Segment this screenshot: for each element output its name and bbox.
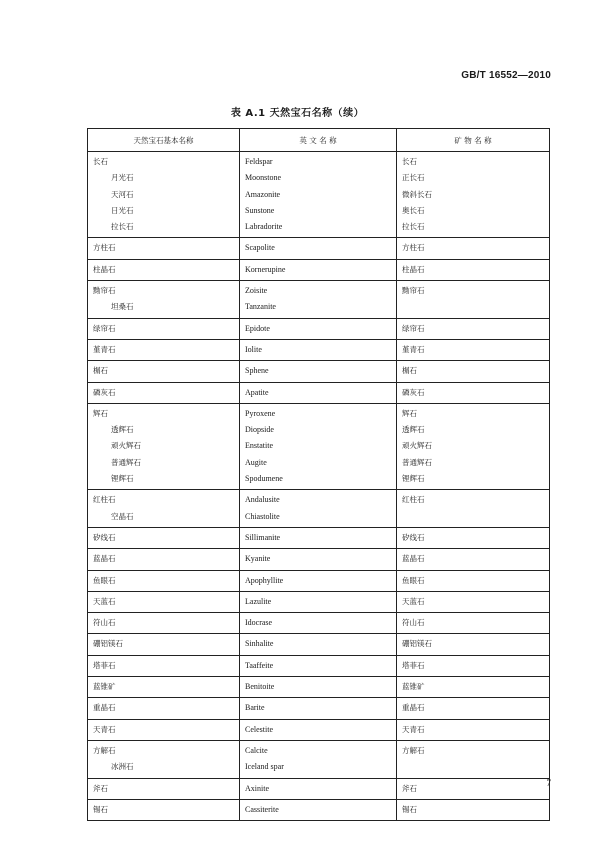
mineral-name: 长石 <box>402 157 417 166</box>
table-row <box>88 318 550 339</box>
english-name: Andalusite <box>245 495 280 505</box>
mineral-name: 天青石 <box>402 724 425 734</box>
cell-mineral-name <box>397 591 550 612</box>
mineral-name: 微斜长石 <box>402 189 432 199</box>
gem-names-table <box>87 128 550 821</box>
cell-mineral-name <box>397 698 550 719</box>
english-name: Sphene <box>245 366 269 376</box>
cell-basic-name <box>88 238 240 259</box>
mineral-name: 红柱石 <box>402 495 425 505</box>
table-row <box>88 799 550 820</box>
mineral-name: 重晶石 <box>402 703 425 713</box>
mineral-name: 蓝晶石 <box>402 554 425 564</box>
cell-mineral-name <box>397 634 550 655</box>
gem-name: 天青石 <box>93 724 116 734</box>
cell-mineral-name <box>397 655 550 676</box>
gem-name: 磷灰石 <box>93 387 116 397</box>
mineral-name: 蓝锥矿 <box>402 682 425 692</box>
english-name: Augite <box>245 457 267 467</box>
cell-english-name <box>240 382 397 403</box>
gem-name: 矽线石 <box>93 532 116 542</box>
english-name: Enstatite <box>245 441 273 451</box>
english-name: Calcite <box>245 745 268 755</box>
gem-variety-name: 天河石 <box>111 189 134 199</box>
cell-basic-name <box>88 318 240 339</box>
cell-english-name <box>240 570 397 591</box>
gem-name: 塔菲石 <box>93 660 116 670</box>
english-name: Sillimanite <box>245 532 281 542</box>
mineral-name: 正长石 <box>402 173 425 183</box>
mineral-name: 拉长石 <box>402 222 425 232</box>
cell-basic-name <box>88 570 240 591</box>
page-number: 7 <box>546 778 551 788</box>
gem-variety-name: 顽火辉石 <box>111 441 141 451</box>
english-name: Kyanite <box>245 554 271 564</box>
cell-basic-name <box>88 339 240 360</box>
gem-variety-name: 锂辉石 <box>111 474 134 484</box>
gem-name: 符山石 <box>93 618 116 628</box>
cell-mineral-name <box>397 719 550 740</box>
english-name: Labradorite <box>245 222 283 232</box>
english-name: Scapolite <box>245 243 275 253</box>
table-header-row <box>88 129 550 152</box>
column-header-mineral-name: 矿 物 名 称 <box>397 129 550 152</box>
table-row <box>88 591 550 612</box>
mineral-name: 顽火辉石 <box>402 441 432 451</box>
cell-english-name <box>240 719 397 740</box>
cell-mineral-name <box>397 152 550 238</box>
english-name: Benitoite <box>245 682 275 692</box>
cell-mineral-name <box>397 361 550 382</box>
english-name: Celestite <box>245 724 273 734</box>
cell-basic-name <box>88 591 240 612</box>
table-row <box>88 698 550 719</box>
table-row <box>88 740 550 778</box>
english-name: Diopside <box>245 425 274 435</box>
mineral-name: 方柱石 <box>402 243 425 253</box>
mineral-name: 黝帘石 <box>402 286 425 296</box>
mineral-name: 普通辉石 <box>402 457 432 467</box>
table-row <box>88 655 550 676</box>
english-name: Epidote <box>245 323 270 333</box>
cell-basic-name <box>88 403 240 489</box>
table-row <box>88 634 550 655</box>
cell-basic-name <box>88 677 240 698</box>
english-name: Taaffeite <box>245 660 274 670</box>
mineral-name: 榍石 <box>402 366 417 376</box>
english-name: Idocrase <box>245 618 273 628</box>
gem-variety-name: 月光石 <box>111 173 134 183</box>
mineral-name: 堇青石 <box>402 344 425 354</box>
mineral-name <box>402 299 549 315</box>
table-title: 表 A.1 天然宝石名称（续） <box>230 108 365 119</box>
cell-basic-name <box>88 490 240 528</box>
gem-name: 红柱石 <box>93 495 116 505</box>
table-row <box>88 259 550 280</box>
cell-english-name <box>240 591 397 612</box>
cell-english-name <box>240 613 397 634</box>
table-row <box>88 549 550 570</box>
mineral-name: 锡石 <box>402 804 417 814</box>
mineral-name: 绿帘石 <box>402 323 425 333</box>
cell-english-name <box>240 238 397 259</box>
english-name: Axinite <box>245 783 269 793</box>
english-name: Spodumene <box>245 474 283 484</box>
cell-mineral-name <box>397 318 550 339</box>
table-row <box>88 778 550 799</box>
cell-basic-name <box>88 799 240 820</box>
cell-basic-name <box>88 740 240 778</box>
mineral-name: 辉石 <box>402 408 417 418</box>
gem-variety-name: 冰洲石 <box>111 762 134 772</box>
column-header-english-name: 英 文 名 称 <box>240 129 397 152</box>
table-row <box>88 152 550 238</box>
mineral-name: 硼铝镁石 <box>402 639 432 649</box>
mineral-name: 柱晶石 <box>402 264 425 274</box>
cell-english-name <box>240 655 397 676</box>
table-row <box>88 490 550 528</box>
cell-english-name <box>240 490 397 528</box>
cell-english-name <box>240 152 397 238</box>
gem-name: 鱼眼石 <box>93 575 116 585</box>
cell-english-name <box>240 740 397 778</box>
english-name: Chiastolite <box>245 511 280 521</box>
cell-basic-name <box>88 527 240 548</box>
gem-name: 斧石 <box>93 783 108 793</box>
gem-name: 重晶石 <box>93 703 116 713</box>
cell-mineral-name <box>397 490 550 528</box>
cell-basic-name <box>88 259 240 280</box>
gem-name: 天蓝石 <box>93 596 116 606</box>
gem-name: 蓝晶石 <box>93 554 116 564</box>
mineral-name: 塔菲石 <box>402 660 425 670</box>
cell-basic-name <box>88 549 240 570</box>
mineral-name: 方解石 <box>402 745 425 755</box>
english-name: Pyroxene <box>245 408 276 418</box>
cell-basic-name <box>88 634 240 655</box>
cell-basic-name <box>88 382 240 403</box>
cell-mineral-name <box>397 527 550 548</box>
gem-name: 榍石 <box>93 366 108 376</box>
mineral-name: 鱼眼石 <box>402 575 425 585</box>
cell-mineral-name <box>397 740 550 778</box>
cell-english-name <box>240 318 397 339</box>
table-row <box>88 719 550 740</box>
table-row <box>88 238 550 259</box>
gem-name: 蓝锥矿 <box>93 682 116 692</box>
english-name: Feldspar <box>245 157 273 166</box>
gem-name: 绿帘石 <box>93 323 116 333</box>
gem-variety-name: 普通辉石 <box>111 457 141 467</box>
cell-basic-name <box>88 655 240 676</box>
cell-english-name <box>240 339 397 360</box>
cell-mineral-name <box>397 382 550 403</box>
mineral-name: 透辉石 <box>402 425 425 435</box>
table-row <box>88 339 550 360</box>
cell-mineral-name <box>397 281 550 319</box>
cell-basic-name <box>88 719 240 740</box>
mineral-name: 磷灰石 <box>402 387 425 397</box>
cell-basic-name <box>88 698 240 719</box>
gem-name: 黝帘石 <box>93 286 116 296</box>
gem-variety-name: 日光石 <box>111 205 134 215</box>
cell-english-name <box>240 677 397 698</box>
table-row <box>88 281 550 319</box>
english-name: Kornerupine <box>245 264 286 274</box>
cell-mineral-name <box>397 238 550 259</box>
cell-english-name <box>240 527 397 548</box>
gem-name: 方柱石 <box>93 243 116 253</box>
mineral-name <box>402 509 549 525</box>
cell-mineral-name <box>397 613 550 634</box>
table-row <box>88 613 550 634</box>
cell-english-name <box>240 799 397 820</box>
cell-basic-name <box>88 613 240 634</box>
english-name: Moonstone <box>245 173 281 183</box>
english-name: Apophyllite <box>245 575 284 585</box>
table-row <box>88 382 550 403</box>
cell-basic-name <box>88 152 240 238</box>
gem-variety-name: 透辉石 <box>111 425 134 435</box>
table-row <box>88 677 550 698</box>
cell-english-name <box>240 634 397 655</box>
english-name: Zoisite <box>245 286 268 296</box>
cell-english-name <box>240 259 397 280</box>
english-name: Cassiterite <box>245 804 279 814</box>
gem-variety-name: 坦桑石 <box>111 302 134 312</box>
cell-english-name <box>240 361 397 382</box>
standard-code: GB/T 16552—2010 <box>461 70 551 81</box>
gem-name: 长石 <box>93 157 108 166</box>
english-name: Apatite <box>245 387 269 397</box>
cell-mineral-name <box>397 549 550 570</box>
gem-name: 锡石 <box>93 804 108 814</box>
column-header-basic-name: 天然宝石基本名称 <box>88 129 240 152</box>
english-name: Iceland spar <box>245 762 284 772</box>
cell-english-name <box>240 403 397 489</box>
cell-mineral-name <box>397 570 550 591</box>
table-row <box>88 361 550 382</box>
english-name: Sinhalite <box>245 639 274 649</box>
cell-mineral-name <box>397 339 550 360</box>
gem-variety-name: 拉长石 <box>111 222 134 232</box>
mineral-name: 奥长石 <box>402 205 425 215</box>
gem-name: 辉石 <box>93 408 108 418</box>
gem-variety-name: 空晶石 <box>111 511 134 521</box>
mineral-name: 符山石 <box>402 618 425 628</box>
cell-english-name <box>240 281 397 319</box>
table-row <box>88 527 550 548</box>
mineral-name: 斧石 <box>402 783 417 793</box>
cell-basic-name <box>88 778 240 799</box>
cell-mineral-name <box>397 677 550 698</box>
english-name: Sunstone <box>245 205 275 215</box>
table-row <box>88 403 550 489</box>
cell-mineral-name <box>397 778 550 799</box>
cell-english-name <box>240 778 397 799</box>
cell-mineral-name <box>397 259 550 280</box>
english-name: Lazulite <box>245 596 272 606</box>
cell-english-name <box>240 698 397 719</box>
cell-mineral-name <box>397 403 550 489</box>
table-row <box>88 570 550 591</box>
cell-mineral-name <box>397 799 550 820</box>
mineral-name: 锂辉石 <box>402 474 425 484</box>
english-name: Tanzanite <box>245 302 276 312</box>
mineral-name <box>402 759 549 775</box>
mineral-name: 矽线石 <box>402 532 425 542</box>
cell-english-name <box>240 549 397 570</box>
gem-name: 堇青石 <box>93 344 116 354</box>
gem-name: 硼铝镁石 <box>93 639 123 649</box>
gem-name: 柱晶石 <box>93 264 116 274</box>
cell-basic-name <box>88 281 240 319</box>
english-name: Amazonite <box>245 189 281 199</box>
cell-basic-name <box>88 361 240 382</box>
gem-name: 方解石 <box>93 745 116 755</box>
mineral-name: 天蓝石 <box>402 596 425 606</box>
english-name: Iolite <box>245 344 262 354</box>
english-name: Barite <box>245 703 265 713</box>
